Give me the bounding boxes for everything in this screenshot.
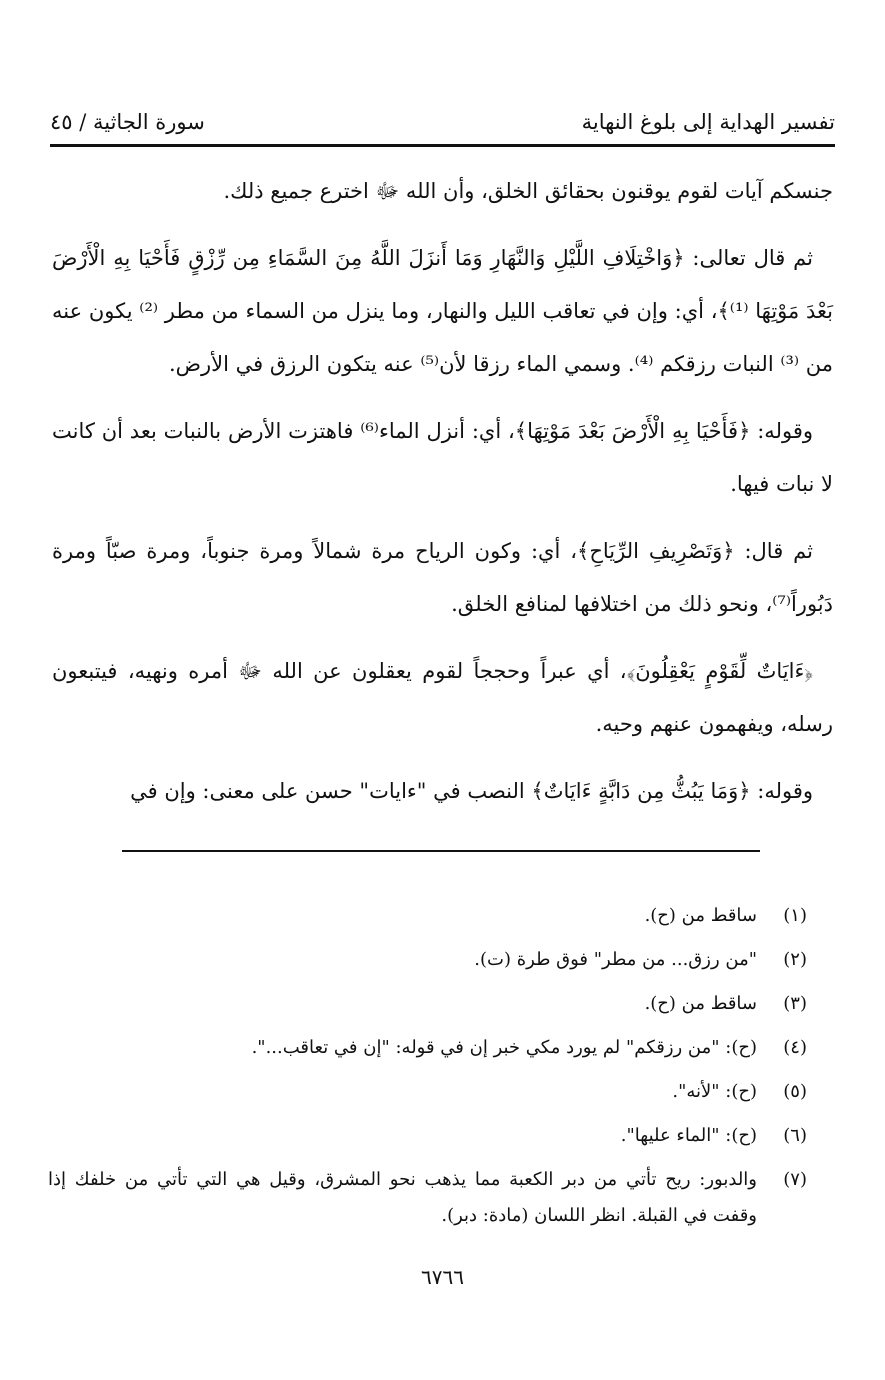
footnote-text: ساقط من (ح). (644, 993, 757, 1014)
footnote-text: والدبور: ريح تأتي من دبر الكعبة مما يذهب نحو المشرق، وقيل هي التي تأتي من خلفك إذا وقفت في القبلة. انظر اللسان (مادة: دبر). (48, 1169, 757, 1226)
footnote-number: (٦) (783, 1125, 807, 1146)
main-text (52, 165, 833, 832)
footnote-item (48, 1118, 807, 1154)
footnote-item (48, 942, 807, 978)
footnote-number: (٣) (783, 993, 807, 1014)
footnote-item (48, 898, 807, 934)
footnote-number: (٢) (783, 949, 807, 970)
book-title: تفسير الهداية إلى بلوغ النهاية (581, 110, 835, 134)
footnote-text: (ح): "الماء عليها". (620, 1125, 757, 1146)
footnote-item (48, 1074, 807, 1110)
header-rule (50, 144, 835, 147)
footnote-number: (٥) (783, 1081, 807, 1102)
footnote-text: "من رزق... من مطر" فوق طرة (ت). (474, 949, 757, 970)
footnote-text: ساقط من (ح). (644, 905, 757, 926)
surah-label: سورة الجاثية / ٤٥ (50, 110, 205, 134)
paragraph-4: ثم قال: ﴿وَتَصْرِيفِ الرِّيَاحِ﴾، أي: وكون الرياح مرة شمالاً ومرة جنوباً، ومرة صبّاً ومرة دَبُوراً⁽⁷⁾، ونحو ذلك من اختلافها لمنافع الخلق. (52, 539, 833, 616)
footnote-text: (ح): "من رزقكم" لم يورد مكي خبر إن في قوله: "إن في تعاقب...". (251, 1037, 757, 1058)
footnote-number: (١) (783, 905, 807, 926)
footnote-rule (122, 850, 760, 852)
paragraph-2: ثم قال تعالى: ﴿وَاخْتِلَافِ اللَّيْلِ وَالنَّهَارِ وَمَا أَنزَلَ اللَّهُ مِنَ السَّمَاءِ مِن رِّزْقٍ فَأَحْيَا بِهِ الْأَرْضَ بَعْدَ مَوْتِهَا ⁽¹⁾﴾، أي: وإن في تعاقب الليل والنهار، وما ينزل من السماء من مطر ⁽²⁾ يكون عنه من ⁽³⁾ النبات رزقكم ⁽⁴⁾. وسمي الماء رزقا لأن⁽⁵⁾ عنه يتكون الرزق في الأرض. (52, 246, 834, 376)
footnote-text: (ح): "لأنه". (672, 1081, 757, 1102)
paragraph-6: وقوله: ﴿وَمَا يَبُثُّ مِن دَابَّةٍ ءَايَاتٌ﴾ النصب في "ءايات" حسن على معنى: وإن في (130, 779, 813, 803)
footnote-number: (٤) (783, 1037, 807, 1058)
footnote-number: (٧) (783, 1169, 807, 1190)
paragraph-5: ﴿ءَايَاتٌ لِّقَوْمٍ يَعْقِلُونَ﴾، أي عبراً وحججاً لقوم يعقلون عن الله ﷻ أمره ونهيه، فيتبعون رسله، ويفهمون عنهم وحيه. (52, 659, 833, 736)
footnote-item (48, 986, 807, 1022)
footnote-item (48, 1162, 807, 1234)
paragraph-3: وقوله: ﴿فَأَحْيَا بِهِ الْأَرْضَ بَعْدَ مَوْتِهَا﴾، أي: أنزل الماء⁽⁶⁾ فاهتزت الأرض بالنبات بعد أن كانت لا نبات فيها. (52, 419, 833, 496)
paragraph-1: جنسكم آيات لقوم يوقنون بحقائق الخلق، وأن الله ﷻ اخترع جميع ذلك. (223, 179, 833, 203)
footnotes (48, 898, 807, 1242)
page-number: ٦٧٦٦ (421, 1265, 464, 1289)
footnote-item (48, 1030, 807, 1066)
running-header (50, 98, 835, 134)
